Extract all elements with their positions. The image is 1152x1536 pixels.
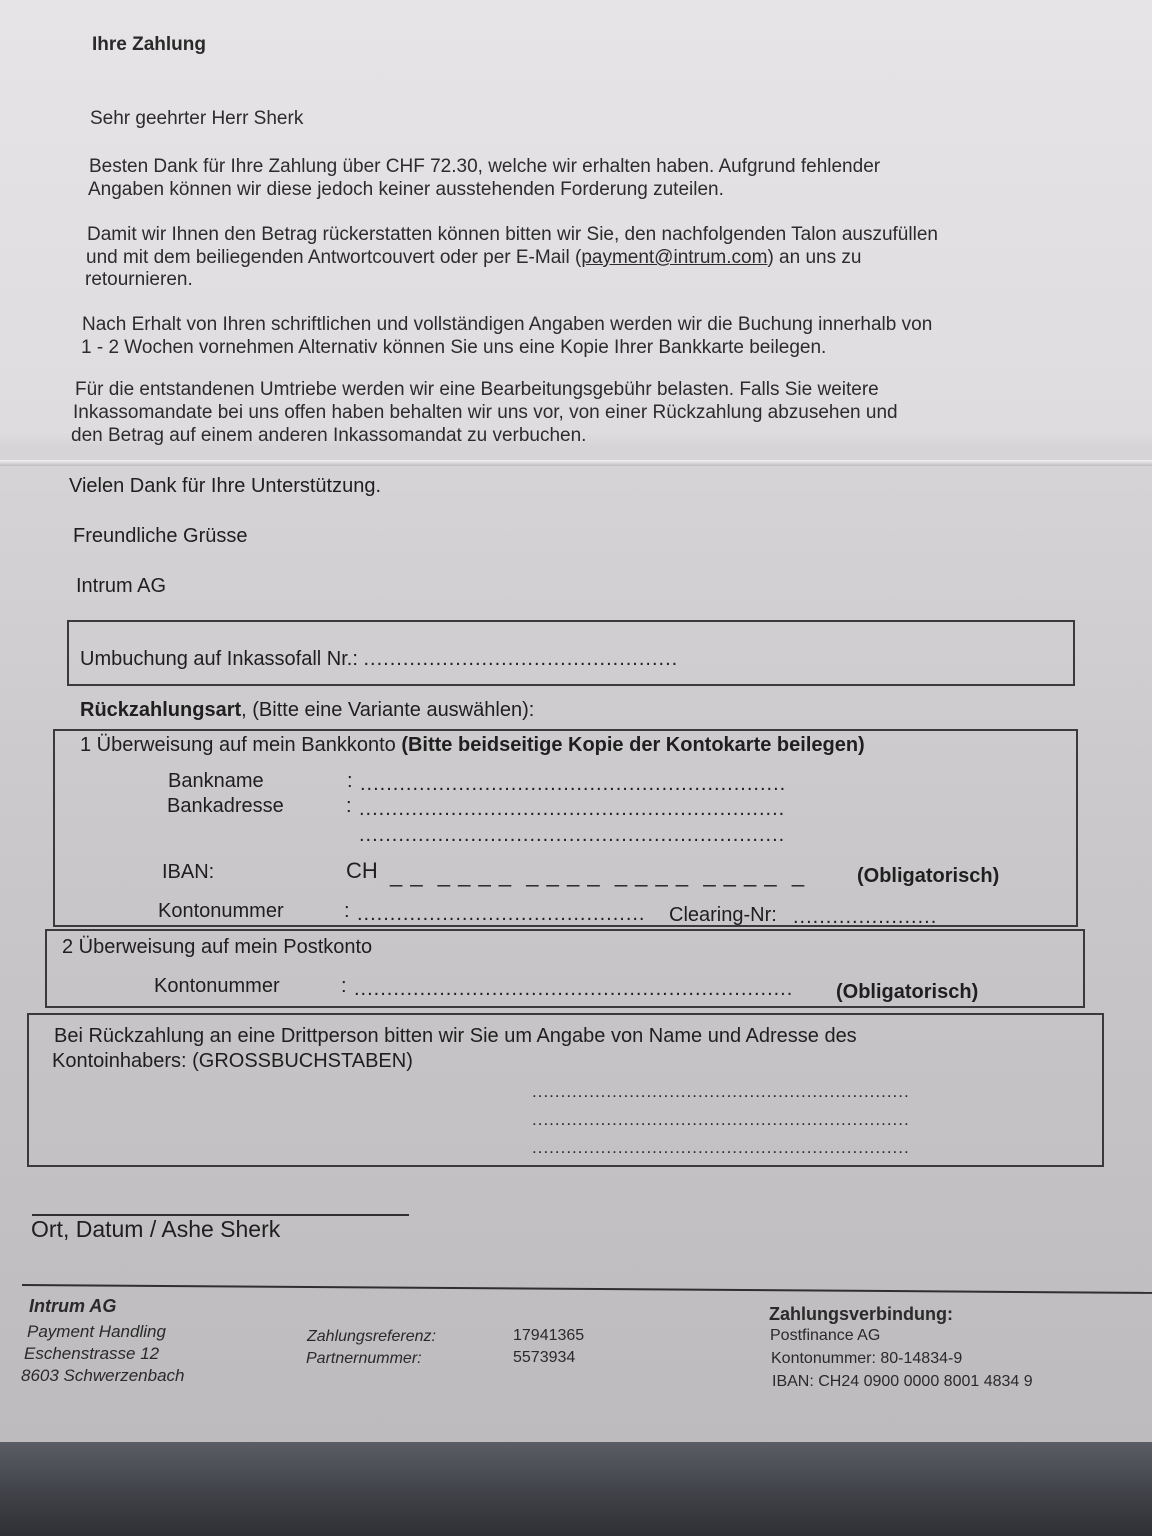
- third-party-field-1[interactable]: ..................................................................: [532, 1082, 910, 1101]
- signature-label: Ort, Datum / Ashe Sherk: [31, 1216, 281, 1242]
- postkonto-colon: :: [341, 975, 347, 997]
- footer-department: Payment Handling: [27, 1322, 166, 1341]
- paper-fold: [0, 460, 1152, 466]
- bankadresse-field-2[interactable]: .................................................................: [359, 824, 786, 846]
- paragraph-3-line-2: 1 - 2 Wochen vornehmen Alternativ können Sie uns eine Kopie Ihrer Bankkarte beilegen.: [81, 337, 827, 358]
- payment-connection-title: Zahlungsverbindung:: [769, 1304, 953, 1324]
- payment-reference-label: Zahlungsreferenz:: [307, 1328, 436, 1345]
- paragraph-2-line-1: Damit wir Ihnen den Betrag rückerstatten können bitten wir Sie, den nachfolgenden Talon auszufüllen: [87, 224, 938, 245]
- clearing-field[interactable]: ......................: [793, 906, 938, 928]
- background-fabric: [0, 1442, 1152, 1536]
- sender-company: Intrum AG: [76, 575, 167, 597]
- umbuchung-label: Umbuchung auf Inkassofall Nr.:: [80, 648, 358, 670]
- thanks-line: Vielen Dank für Ihre Unterstützung.: [69, 475, 382, 497]
- iban-obligatorisch: (Obligatorisch): [857, 865, 1000, 887]
- paragraph-2-line-2-a: und mit dem beiliegenden Antwortcouvert oder per E-Mail (: [86, 247, 582, 268]
- kontonummer-colon: :: [344, 900, 350, 922]
- letter-subject: Ihre Zahlung: [92, 34, 206, 55]
- payment-iban: IBAN: CH24 0900 0000 8001 4834 9: [772, 1373, 1033, 1390]
- footer-street: Eschenstrasse 12: [24, 1344, 160, 1363]
- payment-reference-value: 17941365: [513, 1327, 585, 1344]
- bankadresse-colon: :: [346, 795, 352, 817]
- rueckzahlungsart-rest: , (Bitte eine Variante auswählen):: [241, 699, 535, 721]
- closing-greeting: Freundliche Grüsse: [73, 525, 248, 547]
- rueckzahlungsart-heading: [80, 698, 534, 722]
- paragraph-1-line-2: Angaben können wir diese jedoch keiner ausstehenden Forderung zuteilen.: [88, 179, 724, 200]
- option-1-note: (Bitte beidseitige Kopie der Kontokarte beilegen): [401, 734, 865, 756]
- paragraph-3-line-1: Nach Erhalt von Ihren schriftlichen und vollständigen Angaben werden wir die Buchung innerhalb von: [82, 314, 933, 335]
- payment-bank: Postfinance AG: [770, 1327, 881, 1344]
- payment-account-number: Kontonummer: 80-14834-9: [771, 1350, 963, 1367]
- postkonto-obligatorisch: (Obligatorisch): [836, 981, 979, 1003]
- third-party-field-2[interactable]: ..................................................................: [532, 1110, 910, 1129]
- rueckzahlungsart-bold: Rückzahlungsart: [80, 699, 242, 721]
- salutation: Sehr geehrter Herr Sherk: [90, 108, 304, 129]
- iban-field[interactable]: _ _ _ _ _ _ _ _ _ _ _ _ _ _ _ _ _ _ _: [390, 862, 806, 887]
- bankadresse-field[interactable]: .................................................................: [359, 798, 786, 820]
- footer-company: Intrum AG: [29, 1296, 117, 1316]
- third-party-line-1: Bei Rückzahlung an eine Drittperson bitten wir Sie um Angabe von Name und Adresse des: [54, 1025, 857, 1047]
- option-2-title: 2 Überweisung auf mein Postkonto: [62, 936, 373, 958]
- bankname-colon: :: [347, 770, 353, 792]
- bankname-field[interactable]: .................................................................: [360, 773, 787, 795]
- paragraph-1-line-1: Besten Dank für Ihre Zahlung über CHF 72.30, welche wir erhalten haben. Aufgrund fehlender: [89, 156, 881, 177]
- partner-number-label: Partnernummer:: [306, 1350, 422, 1367]
- paragraph-4-line-1: Für die entstandenen Umtriebe werden wir eine Bearbeitungsgebühr belasten. Falls Sie weitere: [75, 379, 879, 400]
- option-1-title-text: 1 Überweisung auf mein Bankkonto: [80, 734, 402, 756]
- paragraph-4-line-3: den Betrag auf einem anderen Inkassomandat zu verbuchen.: [71, 425, 587, 446]
- third-party-line-2: Kontoinhabers: (GROSSBUCHSTABEN): [52, 1050, 413, 1072]
- option-1-title: [80, 733, 865, 757]
- kontonummer-field[interactable]: ............................................: [357, 903, 646, 925]
- paragraph-2-line-3: retournieren.: [85, 269, 193, 290]
- clearing-label: Clearing-Nr:: [669, 904, 777, 926]
- umbuchung-field[interactable]: [80, 647, 678, 671]
- iban-label: IBAN:: [162, 861, 215, 883]
- paragraph-2-line-2-b: ) an uns zu: [767, 247, 862, 268]
- bankname-label: Bankname: [168, 770, 264, 792]
- footer-city: 8603 Schwerzenbach: [21, 1366, 185, 1385]
- paragraph-4-line-2: Inkassomandate bei uns offen haben behalten wir uns vor, von einer Rückzahlung abzusehen und: [73, 402, 898, 423]
- umbuchung-dots: ................................................: [363, 648, 679, 670]
- postkonto-field[interactable]: ...................................................................: [354, 978, 794, 1000]
- third-party-field-3[interactable]: ..................................................................: [532, 1138, 910, 1157]
- iban-prefix: CH: [346, 858, 378, 883]
- bankadresse-label: Bankadresse: [167, 795, 284, 817]
- postkonto-kontonummer-label: Kontonummer: [154, 975, 280, 997]
- email-link[interactable]: payment@intrum.com: [581, 247, 768, 268]
- partner-number-value: 5573934: [513, 1349, 576, 1366]
- kontonummer-label: Kontonummer: [158, 900, 284, 922]
- paragraph-2-line-2: [86, 247, 861, 269]
